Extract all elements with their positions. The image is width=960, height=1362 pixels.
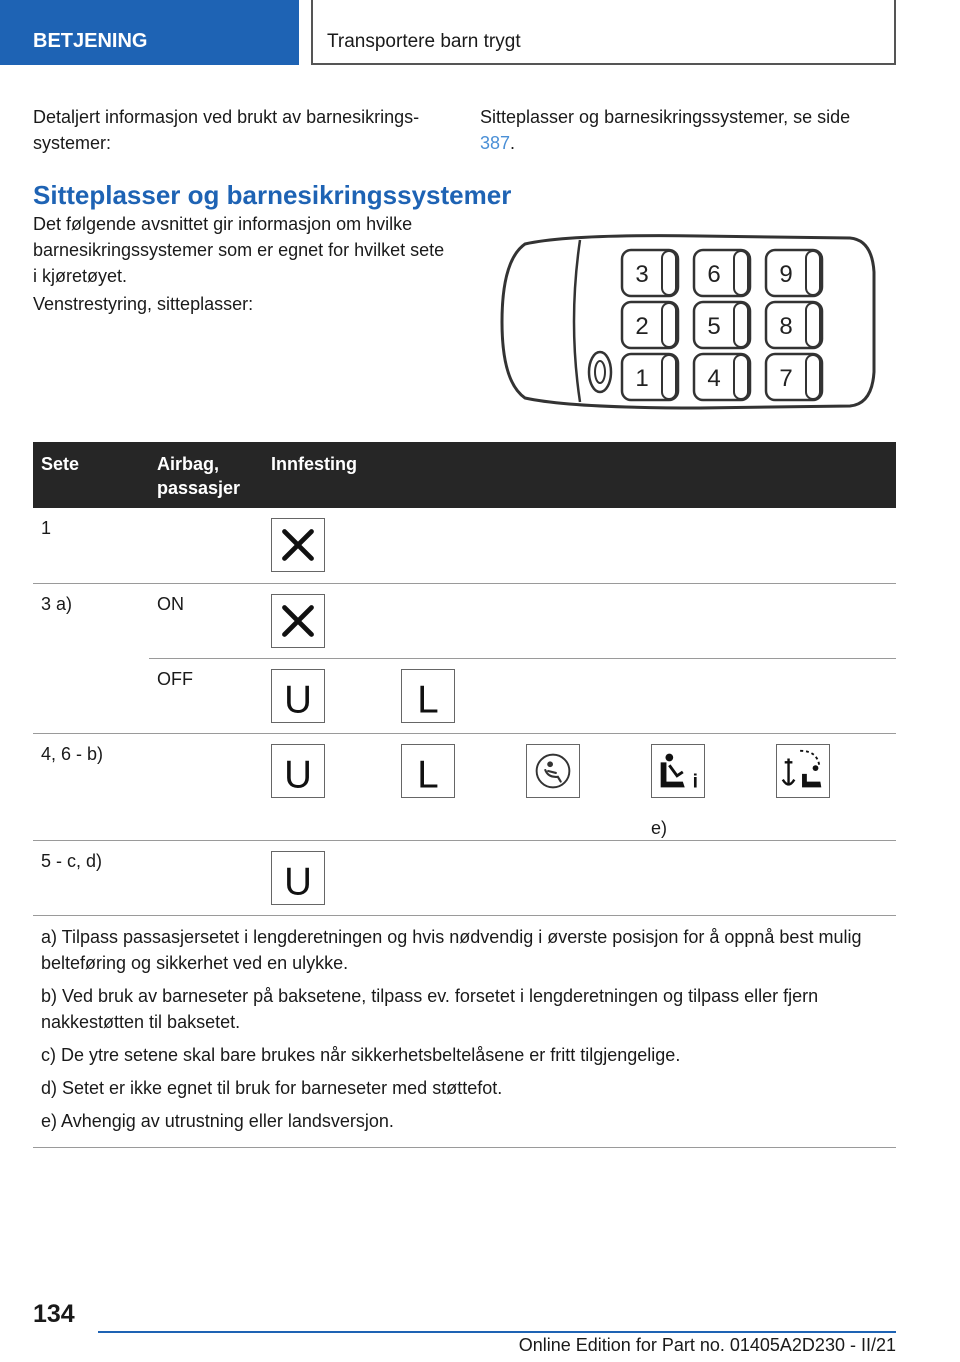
semi-universal-l-icon: [401, 744, 455, 798]
airbag-cell: [149, 733, 263, 840]
seat-cell: 4, 6 - b): [33, 733, 149, 840]
airbag-cell: [149, 840, 263, 915]
not-suitable-icon: [271, 594, 325, 648]
symbols-cell: [263, 508, 896, 583]
intro-right-text: [480, 104, 880, 156]
col-header-airbag: Airbag, passasjer: [149, 442, 263, 508]
seat-position: [694, 250, 750, 296]
seat-position: [622, 354, 678, 400]
intro-right-suffix: .: [510, 133, 516, 153]
car-body-outline: [502, 236, 874, 408]
seat-number: 2: [635, 313, 649, 340]
table-row: [33, 583, 896, 658]
col-header-fastening: Innfesting: [263, 442, 896, 508]
col-header-seat: Sete: [33, 442, 149, 508]
footnotes: [33, 916, 896, 1148]
steering-wheel-icon: [589, 352, 611, 392]
seat-number: 4: [707, 365, 721, 392]
svg-text:U: U: [284, 859, 312, 903]
seat-grid: [622, 250, 822, 400]
airbag-cell: ON: [149, 583, 263, 658]
edition-footer: Online Edition for Part no. 01405A2D230 - II/21: [518, 1335, 896, 1355]
seat-number: 5: [707, 313, 721, 340]
car-front-line: [574, 240, 580, 402]
seat-number: 6: [707, 261, 721, 288]
header-chapter-title: Transportere barn trygt: [311, 0, 896, 65]
seat-cell: 1: [33, 508, 149, 583]
header-section-label: BETJENING: [0, 0, 299, 65]
table-row: [33, 508, 896, 583]
footnote: d) Setet er ikke egnet til bruk for barneseter med støttefot.: [41, 1078, 503, 1098]
seat-position: [694, 354, 750, 400]
svg-text:U: U: [284, 752, 312, 796]
seating-subheading: Venstrestyring, sitteplasser:: [33, 294, 254, 314]
symbols-cell: [263, 658, 896, 733]
symbols-cell: [263, 733, 896, 840]
seat-number: 7: [779, 365, 793, 392]
seat-position: [694, 302, 750, 348]
svg-text:U: U: [284, 677, 312, 721]
seat-position: [766, 250, 822, 296]
symbols-cell: [263, 583, 896, 658]
not-suitable-icon: [271, 518, 325, 572]
section-heading: Sitteplasser og barnesikringssystemer: [33, 180, 512, 210]
universal-u-icon: [271, 744, 325, 798]
table-row: [33, 840, 896, 915]
seat-position: [622, 302, 678, 348]
top-tether-anchor-icon: [776, 744, 830, 798]
section-body-text: Det følgende avsnittet gir informasjon om hvilke barnesikringssystemer som er egnet for hvilket sete i kjøretøyet.: [33, 214, 445, 286]
footnote: a) Tilpass passasjersetet i lengderetningen og hvis nødvendig i øverste posisjon for å oppnå best mulig belteføring og sikkerhet ved en ulykke.: [41, 927, 862, 973]
universal-u-icon: [271, 851, 325, 905]
semi-universal-l-icon: [401, 669, 455, 723]
table-row: [33, 733, 896, 840]
symbol-footnote-ref: e): [651, 817, 668, 838]
seat-position: [766, 354, 822, 400]
intro-right-body: Sitteplasser og barnesikringssystemer, se side: [480, 107, 851, 127]
page-reference-link[interactable]: 387: [480, 133, 511, 153]
seat-number: 1: [635, 365, 649, 392]
isofix-child-seat-info-icon: [651, 744, 705, 798]
seat-cell: [33, 658, 149, 733]
svg-text:L: L: [417, 752, 439, 796]
svg-text:i: i: [692, 770, 699, 792]
car-seat-diagram: [500, 232, 880, 410]
footnote: c) De ytre setene skal bare brukes når sikkerhetsbeltelåsene er fritt tilgjengelige.: [41, 1045, 681, 1065]
seat-suitability-table: [33, 442, 896, 916]
footnote: b) Ved bruk av barneseter på baksetene, tilpass ev. forsetet i lengderetningen og tilpass eller fjern nakkestøtten til baksetet.: [41, 986, 819, 1032]
seat-number: 9: [779, 261, 793, 288]
footnote: e) Avhengig av utrustning eller landsversjon.: [41, 1111, 394, 1131]
footer-divider: [98, 1331, 896, 1333]
intro-left-text: Detaljert informasjon ved brukt av barnesikringssystemer:: [33, 107, 420, 153]
seat-number: 8: [779, 313, 793, 340]
seat-cell: 3 a): [41, 593, 73, 614]
table-row: [33, 658, 896, 733]
seat-cell: 5 - c, d): [33, 840, 149, 915]
airbag-cell: OFF: [149, 658, 263, 733]
seat-number: 3: [635, 261, 649, 288]
seat-position: [766, 302, 822, 348]
seat-position: [622, 250, 678, 296]
page-number: 134: [33, 1300, 75, 1328]
svg-text:L: L: [417, 677, 439, 721]
i-size-child-seat-icon: [526, 744, 580, 798]
symbols-cell: [263, 840, 896, 915]
universal-u-icon: [271, 669, 325, 723]
airbag-cell: [149, 508, 263, 583]
